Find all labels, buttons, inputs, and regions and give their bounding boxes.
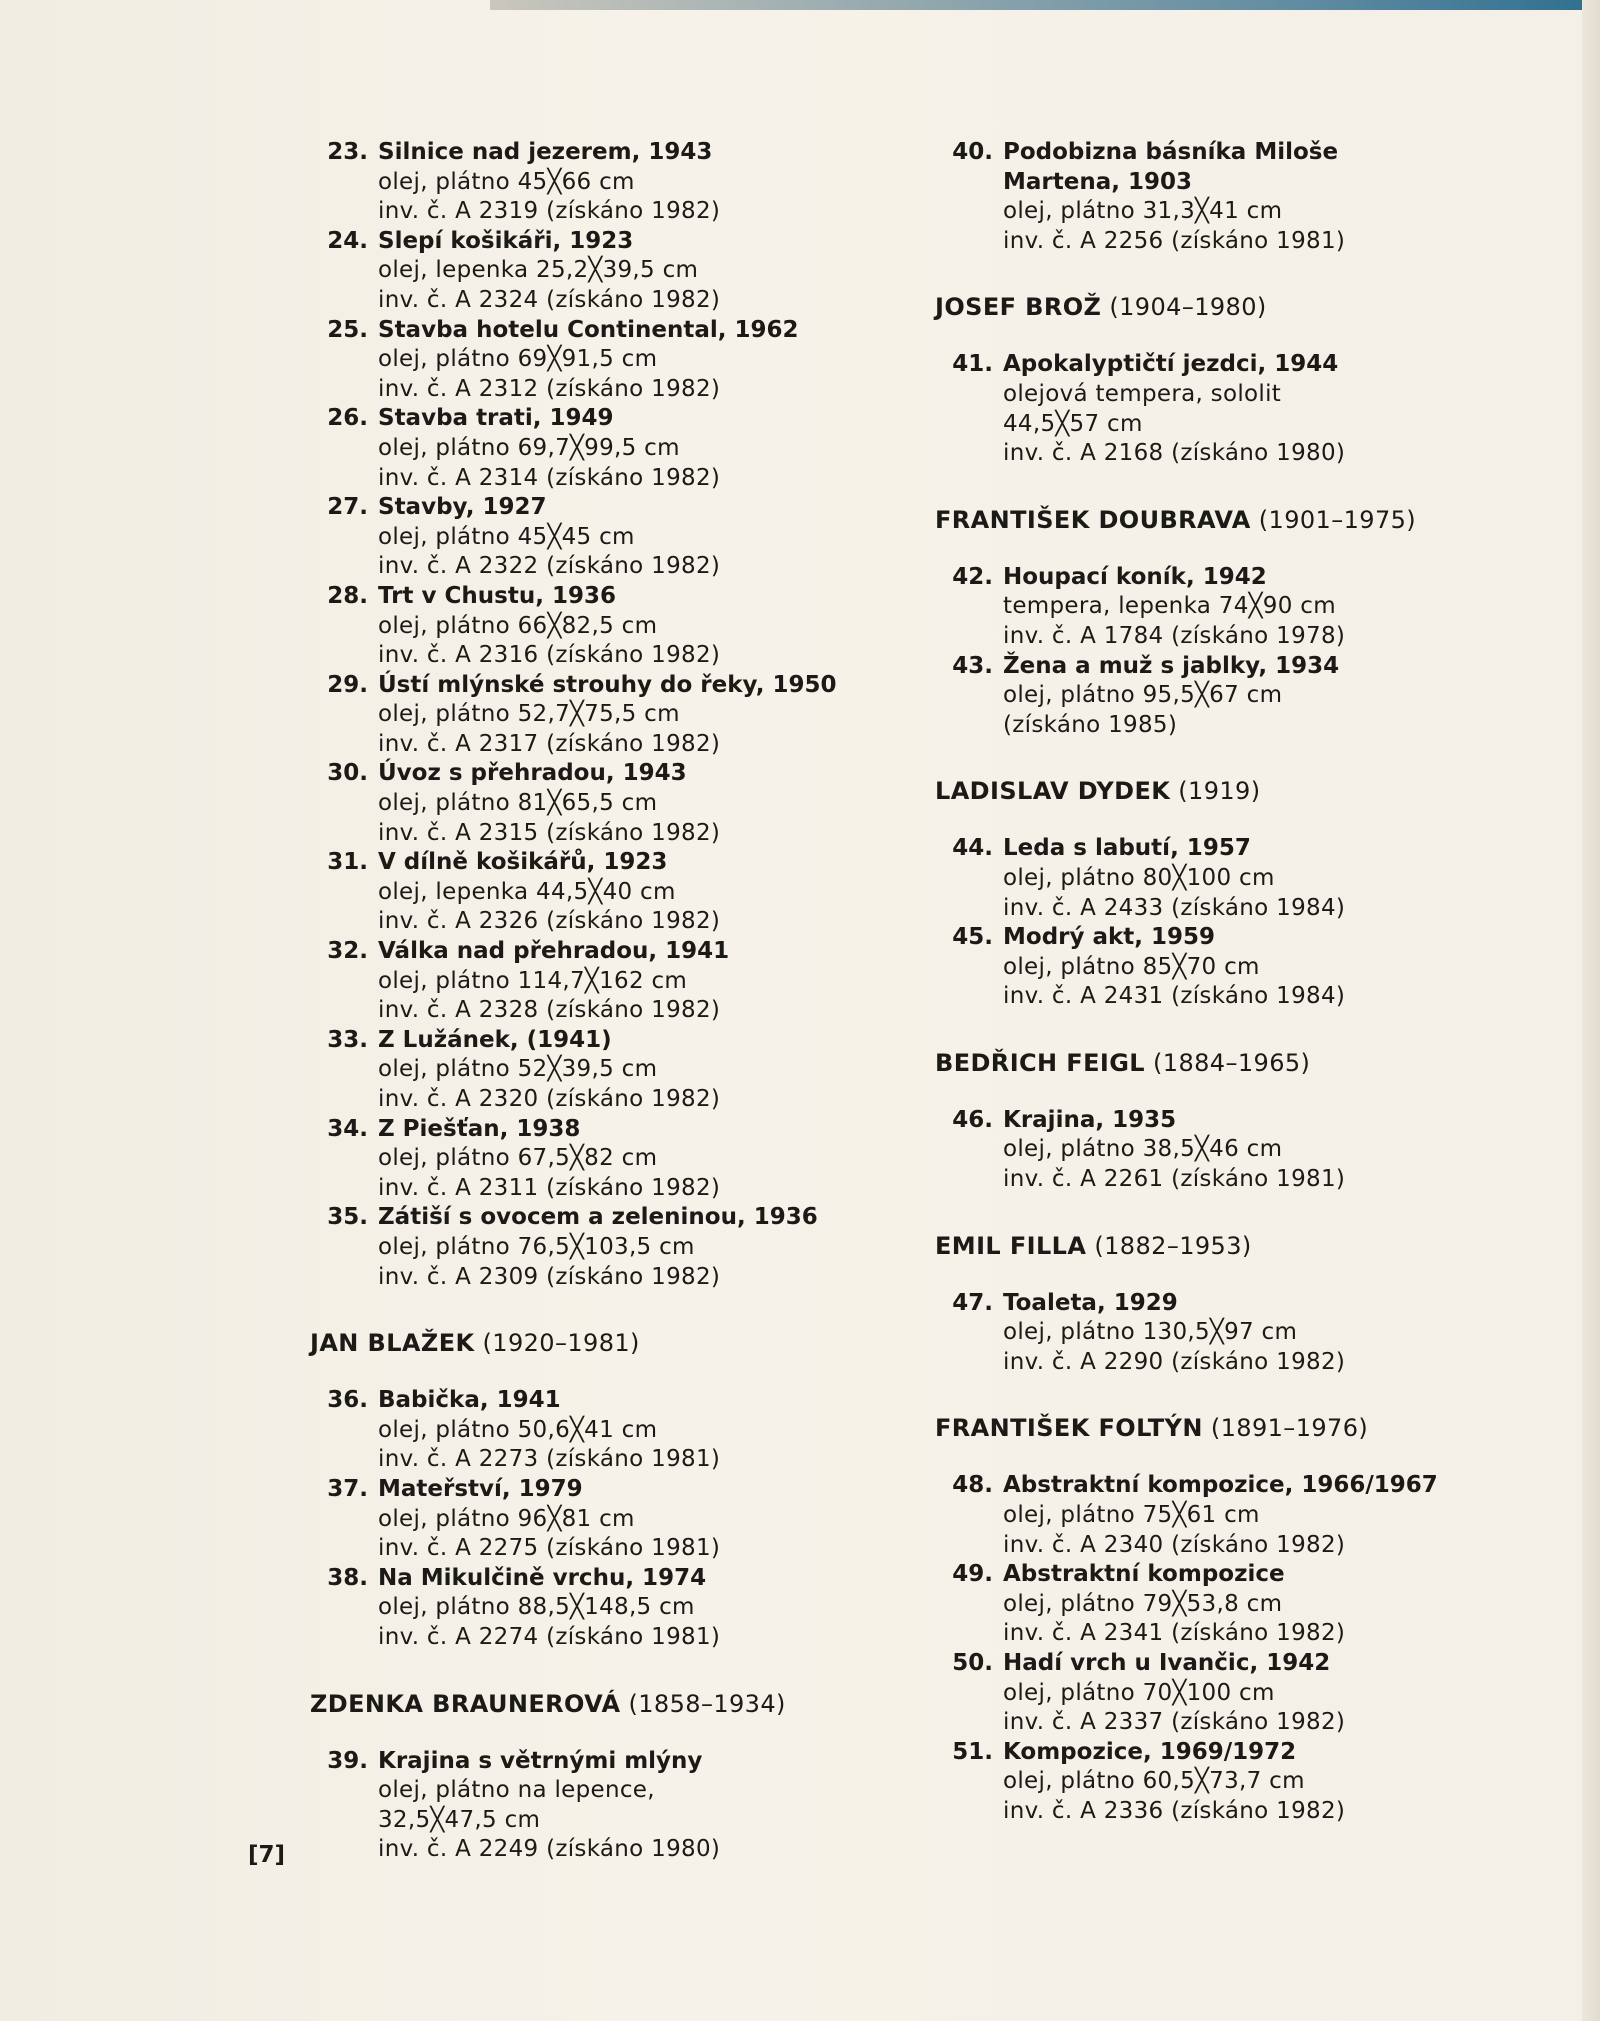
entry-number: 43. bbox=[952, 652, 993, 679]
catalog-entry bbox=[310, 937, 870, 1026]
artwork-title: Toaleta, 1929 bbox=[1003, 1289, 1178, 1316]
entry-number: 41. bbox=[952, 351, 993, 378]
artwork-detail: inv. č. A 2256 (získáno 1981) bbox=[1003, 227, 1346, 254]
catalog-entry bbox=[310, 138, 870, 227]
artwork-title: Stavba trati, 1949 bbox=[378, 405, 614, 432]
artwork-title: Úvoz s přehradou, 1943 bbox=[378, 760, 687, 787]
catalog-entry bbox=[310, 1475, 870, 1564]
artist-name: LADISLAV DYDEK bbox=[935, 777, 1171, 806]
artwork-title: Válka nad přehradou, 1941 bbox=[378, 938, 730, 965]
artwork-detail: inv. č. A 2433 (získáno 1984) bbox=[1003, 894, 1346, 921]
catalog-entry bbox=[310, 759, 870, 848]
artwork-detail: olej, plátno 66╳82,5 cm bbox=[378, 612, 658, 639]
artwork-detail: olej, plátno 88,5╳148,5 cm bbox=[378, 1594, 695, 1621]
entry-number: 46. bbox=[952, 1106, 993, 1133]
artist-dates: (1919) bbox=[1178, 777, 1261, 806]
entry-number: 40. bbox=[952, 139, 993, 165]
artist-dates: (1904–1980) bbox=[1109, 293, 1267, 322]
catalog-entry bbox=[935, 834, 1455, 923]
artwork-title: Slepí košikáři, 1923 bbox=[378, 227, 634, 254]
artwork-detail: olej, plátno 45╳45 cm bbox=[378, 523, 635, 550]
artwork-detail: inv. č. A 2249 (získáno 1980) bbox=[378, 1836, 721, 1863]
artwork-detail: (získáno 1985) bbox=[1003, 711, 1178, 738]
artwork-title: Z Piešťan, 1938 bbox=[378, 1115, 581, 1142]
artist-dates: (1901–1975) bbox=[1258, 505, 1417, 534]
artist-name: BEDŘICH FEIGL bbox=[935, 1048, 1145, 1077]
artwork-title: Hadí vrch u Ivančic, 1942 bbox=[1003, 1650, 1331, 1676]
artist-heading bbox=[310, 1328, 870, 1358]
catalog-entry bbox=[935, 138, 1455, 256]
page-number: [7] bbox=[248, 1842, 286, 1868]
entry-number: 32. bbox=[327, 938, 368, 965]
catalog-entry bbox=[310, 493, 870, 582]
artwork-title: Apokalyptičtí jezdci, 1944 bbox=[1003, 351, 1339, 378]
artwork-detail: inv. č. A 2275 (získáno 1981) bbox=[378, 1535, 721, 1562]
artwork-title: Krajina s větrnými mlýny bbox=[378, 1747, 703, 1774]
artwork-title: Abstraktní kompozice, 1966/1967 bbox=[1003, 1472, 1438, 1499]
artwork-detail: olej, lepenka 25,2╳39,5 cm bbox=[378, 257, 699, 284]
artwork-title: Leda s labutí, 1957 bbox=[1003, 835, 1251, 862]
artwork-detail: olej, plátno 96╳81 cm bbox=[378, 1505, 635, 1532]
artwork-title: Žena a muž s jablky, 1934 bbox=[1003, 652, 1340, 679]
catalog-entry bbox=[310, 1564, 870, 1653]
artist-name: ZDENKA BRAUNEROVÁ bbox=[310, 1689, 621, 1718]
artwork-detail: inv. č. A 2341 (získáno 1982) bbox=[1003, 1620, 1346, 1647]
artwork-detail: olej, plátno 114,7╳162 cm bbox=[378, 967, 688, 994]
artwork-detail: inv. č. A 2328 (získáno 1982) bbox=[378, 997, 721, 1024]
artwork-detail: olej, plátno 67,5╳82 cm bbox=[378, 1145, 658, 1172]
catalog-entry bbox=[310, 671, 870, 760]
artwork-detail: inv. č. A 2326 (získáno 1982) bbox=[378, 908, 721, 935]
catalog-entry bbox=[935, 1560, 1455, 1649]
artist-name: FRANTIŠEK FOLTÝN bbox=[935, 1414, 1203, 1443]
catalog-entry bbox=[310, 848, 870, 937]
artwork-detail: olej, plátno 69╳91,5 cm bbox=[378, 346, 658, 373]
artwork-detail: olej, plátno 69,7╳99,5 cm bbox=[378, 434, 680, 461]
catalog-entry bbox=[935, 652, 1455, 741]
artist-heading bbox=[935, 292, 1455, 322]
artwork-detail: inv. č. A 2315 (získáno 1982) bbox=[378, 819, 721, 846]
artwork-detail: olej, plátno 85╳70 cm bbox=[1003, 953, 1260, 980]
artwork-title: Kompozice, 1969/1972 bbox=[1003, 1738, 1297, 1765]
artwork-detail: inv. č. A 2337 (získáno 1982) bbox=[1003, 1709, 1346, 1736]
artwork-detail: olej, plátno 80╳100 cm bbox=[1003, 864, 1275, 891]
artwork-detail: olej, plátno 81╳65,5 cm bbox=[378, 790, 658, 817]
artwork-title: Zátiší s ovocem a zeleninou, 1936 bbox=[378, 1204, 818, 1231]
catalog-entry bbox=[310, 227, 870, 316]
artist-name: EMIL FILLA bbox=[935, 1231, 1087, 1260]
catalog-entry bbox=[310, 582, 870, 671]
catalog-entry bbox=[310, 1386, 870, 1475]
entry-number: 38. bbox=[327, 1564, 368, 1591]
artwork-detail: inv. č. A 2431 (získáno 1984) bbox=[1003, 983, 1346, 1010]
entry-number: 33. bbox=[327, 1026, 368, 1053]
entry-number: 39. bbox=[327, 1747, 368, 1774]
catalog-entry bbox=[310, 1747, 870, 1865]
artwork-detail: inv. č. A 2336 (získáno 1982) bbox=[1003, 1797, 1346, 1824]
catalog-entry bbox=[310, 1115, 870, 1204]
artist-dates: (1858–1934) bbox=[628, 1689, 786, 1718]
artwork-detail: 32,5╳47,5 cm bbox=[378, 1806, 541, 1833]
artist-dates: (1884–1965) bbox=[1153, 1048, 1311, 1077]
artwork-detail: inv. č. A 2312 (získáno 1982) bbox=[378, 375, 721, 402]
page-edge bbox=[1582, 0, 1600, 2021]
artwork-detail: inv. č. A 2314 (získáno 1982) bbox=[378, 464, 721, 491]
artwork-detail: inv. č. A 2320 (získáno 1982) bbox=[378, 1086, 721, 1112]
artwork-detail: olej, plátno 31,3╳41 cm bbox=[1003, 198, 1283, 225]
artwork-title: Trt v Chustu, 1936 bbox=[378, 582, 616, 609]
artist-heading bbox=[935, 776, 1455, 806]
artist-dates: (1891–1976) bbox=[1210, 1414, 1369, 1443]
artwork-title: Podobizna básníka Miloše Martena, 1903 bbox=[1003, 139, 1339, 195]
artwork-detail: olej, plátno 76,5╳103,5 cm bbox=[378, 1233, 695, 1260]
catalog-entry bbox=[935, 1471, 1455, 1560]
entry-number: 49. bbox=[952, 1561, 993, 1588]
artwork-detail: olej, lepenka 44,5╳40 cm bbox=[378, 878, 676, 905]
artwork-detail: olej, plátno na lepence, bbox=[378, 1777, 655, 1804]
artist-heading bbox=[935, 1413, 1455, 1443]
entry-number: 36. bbox=[327, 1387, 368, 1414]
catalog-entry bbox=[935, 923, 1455, 1012]
artist-heading bbox=[935, 1048, 1455, 1078]
catalog-entry bbox=[310, 1203, 870, 1292]
entry-number: 24. bbox=[327, 227, 368, 254]
catalog-entry bbox=[935, 1738, 1455, 1827]
catalog-entry bbox=[935, 1106, 1455, 1195]
artwork-detail: inv. č. A 2316 (získáno 1982) bbox=[378, 642, 721, 669]
catalog-entry bbox=[310, 316, 870, 405]
artwork-detail: inv. č. A 2168 (získáno 1980) bbox=[1003, 440, 1346, 467]
artist-heading bbox=[310, 1689, 870, 1719]
artwork-detail: olej, plátno 60,5╳73,7 cm bbox=[1003, 1768, 1305, 1795]
top-edge-strip bbox=[490, 0, 1600, 10]
entry-number: 30. bbox=[327, 760, 368, 787]
artwork-detail: olej, plátno 45╳66 cm bbox=[378, 168, 635, 195]
artwork-title: Stavby, 1927 bbox=[378, 494, 547, 521]
artist-dates: (1920–1981) bbox=[482, 1329, 640, 1358]
artwork-detail: inv. č. A 2309 (získáno 1982) bbox=[378, 1263, 721, 1290]
entry-number: 45. bbox=[952, 924, 993, 951]
artwork-detail: inv. č. A 2273 (získáno 1981) bbox=[378, 1446, 721, 1473]
left-column bbox=[310, 138, 870, 1865]
artwork-detail: olej, plátno 70╳100 cm bbox=[1003, 1679, 1275, 1706]
artwork-detail: inv. č. A 2317 (získáno 1982) bbox=[378, 730, 721, 757]
artwork-detail: olej, plátno 50,6╳41 cm bbox=[378, 1416, 658, 1443]
artwork-detail: olej, plátno 38,5╳46 cm bbox=[1003, 1136, 1283, 1163]
entry-number: 42. bbox=[952, 563, 993, 590]
entry-number: 44. bbox=[952, 835, 993, 862]
artwork-detail: inv. č. A 2311 (získáno 1982) bbox=[378, 1174, 721, 1201]
artist-heading bbox=[935, 505, 1455, 535]
artwork-detail: inv. č. A 2290 (získáno 1982) bbox=[1003, 1348, 1346, 1375]
artwork-detail: inv. č. A 2324 (získáno 1982) bbox=[378, 286, 721, 313]
right-column bbox=[935, 138, 1455, 1827]
entry-number: 48. bbox=[952, 1472, 993, 1499]
artwork-title: Abstraktní kompozice bbox=[1003, 1561, 1285, 1588]
entry-number: 26. bbox=[327, 405, 368, 432]
artwork-detail: olej, plátno 130,5╳97 cm bbox=[1003, 1319, 1298, 1346]
entry-number: 35. bbox=[327, 1204, 368, 1231]
entry-number: 47. bbox=[952, 1289, 993, 1316]
catalog-entry bbox=[935, 563, 1455, 652]
artwork-title: Silnice nad jezerem, 1943 bbox=[378, 139, 713, 165]
artwork-detail: tempera, lepenka 74╳90 cm bbox=[1003, 593, 1336, 620]
artwork-detail: inv. č. A 1784 (získáno 1978) bbox=[1003, 622, 1346, 649]
artwork-detail: olej, plátno 75╳61 cm bbox=[1003, 1502, 1260, 1529]
artwork-detail: inv. č. A 2274 (získáno 1981) bbox=[378, 1623, 721, 1650]
artwork-title: Mateřství, 1979 bbox=[378, 1475, 583, 1502]
artist-name: JOSEF BROŽ bbox=[935, 293, 1102, 322]
entry-number: 29. bbox=[327, 671, 368, 698]
artist-name: FRANTIŠEK DOUBRAVA bbox=[935, 505, 1251, 534]
artwork-title: Na Mikulčině vrchu, 1974 bbox=[378, 1564, 707, 1591]
artist-heading bbox=[935, 1231, 1455, 1261]
artwork-detail: olejová tempera, sololit bbox=[1003, 380, 1282, 407]
artwork-title: Stavba hotelu Continental, 1962 bbox=[378, 316, 799, 343]
artwork-title: Ústí mlýnské strouhy do řeky, 1950 bbox=[378, 671, 837, 698]
artwork-detail: inv. č. A 2319 (získáno 1982) bbox=[378, 198, 721, 225]
entry-number: 50. bbox=[952, 1650, 993, 1676]
artwork-detail: inv. č. A 2261 (získáno 1981) bbox=[1003, 1166, 1346, 1193]
artwork-detail: olej, plátno 52╳39,5 cm bbox=[378, 1056, 658, 1083]
entry-number: 31. bbox=[327, 849, 368, 876]
artwork-detail: inv. č. A 2322 (získáno 1982) bbox=[378, 553, 721, 580]
entry-number: 28. bbox=[327, 582, 368, 609]
artwork-detail: inv. č. A 2340 (získáno 1982) bbox=[1003, 1531, 1346, 1558]
artwork-detail: olej, plátno 79╳53,8 cm bbox=[1003, 1590, 1283, 1617]
artwork-title: Krajina, 1935 bbox=[1003, 1106, 1177, 1133]
catalog-entry bbox=[935, 1649, 1455, 1738]
artwork-detail: 44,5╳57 cm bbox=[1003, 410, 1143, 437]
artwork-title: Z Lužánek, (1941) bbox=[378, 1026, 612, 1053]
artwork-title: Babička, 1941 bbox=[378, 1387, 561, 1414]
artwork-title: Modrý akt, 1959 bbox=[1003, 924, 1216, 951]
artwork-title: V dílně košikářů, 1923 bbox=[378, 849, 668, 876]
artist-name: JAN BLAŽEK bbox=[310, 1329, 475, 1358]
entry-number: 25. bbox=[327, 316, 368, 343]
entry-number: 27. bbox=[327, 494, 368, 521]
artwork-title: Houpací koník, 1942 bbox=[1003, 563, 1267, 590]
catalog-entry bbox=[310, 404, 870, 493]
artwork-detail: olej, plátno 52,7╳75,5 cm bbox=[378, 701, 680, 728]
catalog-entry bbox=[935, 350, 1455, 468]
entry-number: 23. bbox=[327, 139, 368, 165]
entry-number: 37. bbox=[327, 1475, 368, 1502]
artist-dates: (1882–1953) bbox=[1094, 1231, 1252, 1260]
catalog-entry bbox=[310, 1026, 870, 1115]
entry-number: 34. bbox=[327, 1115, 368, 1142]
catalog-entry bbox=[935, 1289, 1455, 1378]
artwork-detail: olej, plátno 95,5╳67 cm bbox=[1003, 682, 1283, 709]
entry-number: 51. bbox=[952, 1738, 993, 1765]
